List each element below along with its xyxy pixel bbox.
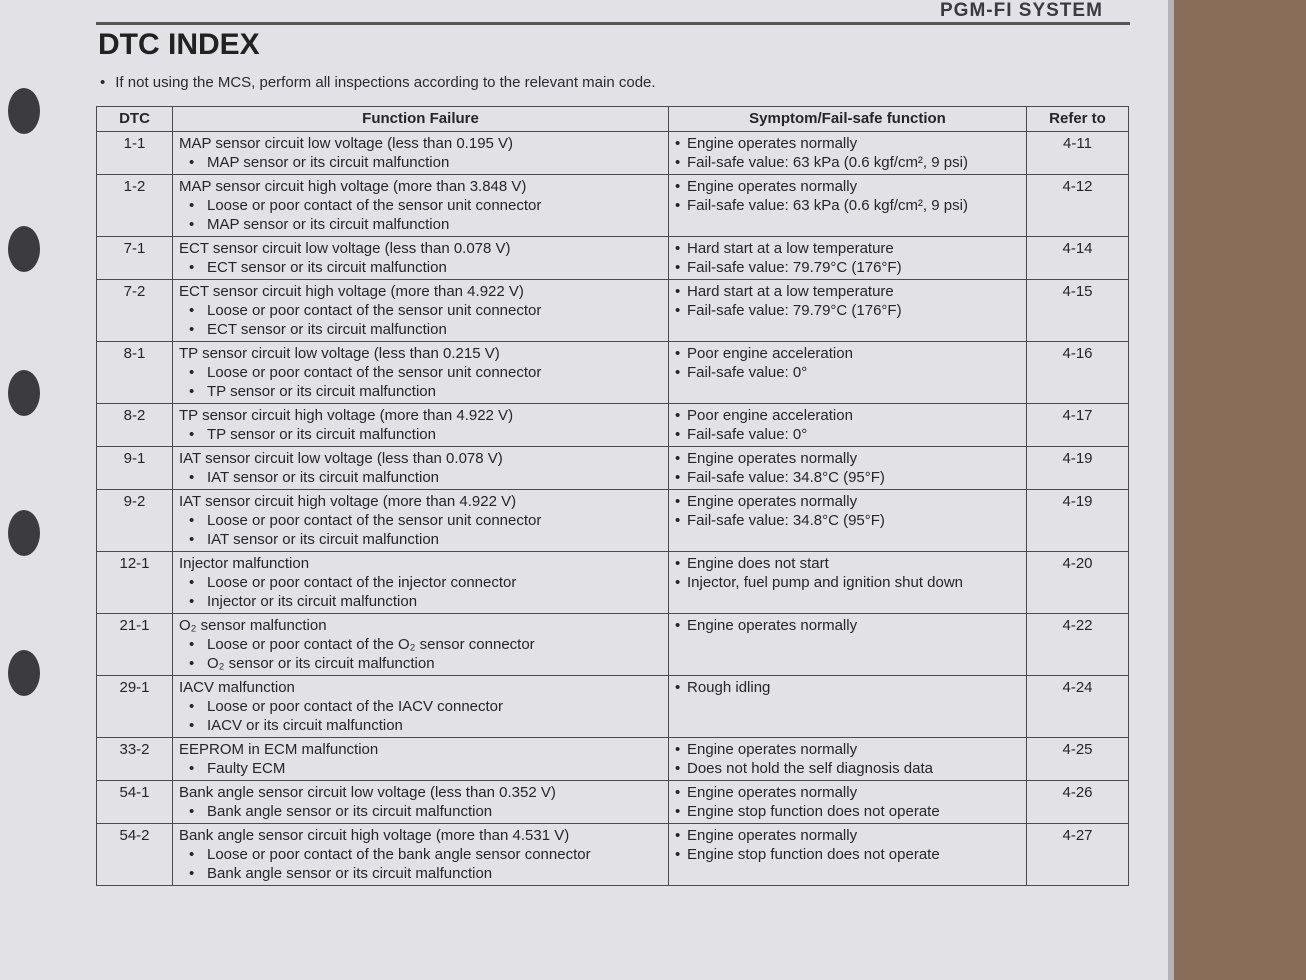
failure-description: MAP sensor circuit low voltage (less than 0.195 V)	[179, 135, 514, 152]
function-failure-cell	[173, 738, 669, 781]
table-row	[97, 676, 1129, 738]
failure-cause-item: • IACV or its circuit malfunction	[179, 716, 662, 735]
dtc-code: 54-2	[97, 824, 173, 886]
symptom-cell	[669, 447, 1027, 490]
refer-to-page: 4-24	[1027, 676, 1129, 738]
table-row	[97, 447, 1129, 490]
symptom-cell	[669, 781, 1027, 824]
failure-cause-item: • Loose or poor contact of the IACV connector	[179, 697, 662, 716]
symptom-item: • Engine operates normally	[675, 134, 1020, 153]
dtc-code: 33-2	[97, 738, 173, 781]
function-failure-cell	[173, 132, 669, 175]
symptom-item: • Engine operates normally	[675, 492, 1020, 511]
failure-cause-item: • IAT sensor or its circuit malfunction	[179, 468, 662, 487]
failure-description: Bank angle sensor circuit low voltage (less than 0.352 V)	[179, 784, 556, 801]
failure-cause-item: • Injector or its circuit malfunction	[179, 592, 662, 611]
dtc-code: 8-2	[97, 404, 173, 447]
dtc-code: 9-2	[97, 490, 173, 552]
binder-hole-icon	[8, 226, 40, 272]
failure-cause-item: • Loose or poor contact of the sensor unit connector	[179, 301, 662, 320]
failure-cause-item: • TP sensor or its circuit malfunction	[179, 425, 662, 444]
failure-description: Bank angle sensor circuit high voltage (more than 4.531 V)	[179, 827, 570, 844]
failure-cause-item: • ECT sensor or its circuit malfunction	[179, 320, 662, 339]
symptom-cell	[669, 132, 1027, 175]
failure-cause-item: • ECT sensor or its circuit malfunction	[179, 258, 662, 277]
refer-to-page: 4-15	[1027, 280, 1129, 342]
failure-cause-item: • TP sensor or its circuit malfunction	[179, 382, 662, 401]
table-row	[97, 781, 1129, 824]
table-body	[97, 132, 1129, 886]
symptom-item: • Engine operates normally	[675, 177, 1020, 196]
dtc-code: 1-1	[97, 132, 173, 175]
symptom-item: • Fail-safe value: 34.8°C (95°F)	[675, 468, 1020, 487]
table-row	[97, 175, 1129, 237]
function-failure-cell	[173, 237, 669, 280]
dtc-code: 54-1	[97, 781, 173, 824]
failure-description: EEPROM in ECM malfunction	[179, 741, 379, 758]
refer-to-page: 4-26	[1027, 781, 1129, 824]
function-failure-cell	[173, 280, 669, 342]
table-row	[97, 614, 1129, 676]
failure-cause-item: • Loose or poor contact of the injector connector	[179, 573, 662, 592]
section-header: PGM-FI SYSTEM	[940, 0, 1103, 21]
failure-description: TP sensor circuit high voltage (more than 4.922 V)	[179, 407, 514, 424]
symptom-item: • Hard start at a low temperature	[675, 282, 1020, 301]
symptom-item: • Engine operates normally	[675, 616, 1020, 635]
failure-cause-item: • Loose or poor contact of the O₂ sensor connector	[179, 635, 662, 654]
intro-note	[100, 74, 656, 91]
failure-description: IACV malfunction	[179, 679, 295, 696]
refer-to-page: 4-11	[1027, 132, 1129, 175]
dtc-table	[96, 106, 1129, 886]
table-row	[97, 824, 1129, 886]
refer-to-page: 4-14	[1027, 237, 1129, 280]
dtc-code: 9-1	[97, 447, 173, 490]
symptom-item: • Poor engine acceleration	[675, 406, 1020, 425]
symptom-cell	[669, 824, 1027, 886]
symptom-item: • Engine operates normally	[675, 740, 1020, 759]
failure-description: IAT sensor circuit low voltage (less than 0.078 V)	[179, 450, 503, 467]
failure-cause-item: • MAP sensor or its circuit malfunction	[179, 215, 662, 234]
refer-to-page: 4-17	[1027, 404, 1129, 447]
failure-cause-item: • Loose or poor contact of the sensor unit connector	[179, 196, 662, 215]
symptom-item: • Engine operates normally	[675, 783, 1020, 802]
function-failure-cell	[173, 781, 669, 824]
header-rule	[96, 22, 1130, 25]
symptom-cell	[669, 280, 1027, 342]
page-edge	[1168, 0, 1174, 980]
failure-cause-item: • Bank angle sensor or its circuit malfunction	[179, 864, 662, 883]
symptom-cell	[669, 237, 1027, 280]
function-failure-cell	[173, 490, 669, 552]
function-failure-cell	[173, 447, 669, 490]
symptom-item: • Engine operates normally	[675, 449, 1020, 468]
function-failure-cell	[173, 614, 669, 676]
refer-to-page: 4-19	[1027, 490, 1129, 552]
table-row	[97, 342, 1129, 404]
refer-to-page: 4-12	[1027, 175, 1129, 237]
refer-to-page: 4-22	[1027, 614, 1129, 676]
table-header-row	[97, 107, 1129, 132]
failure-description: O₂ sensor malfunction	[179, 617, 327, 634]
symptom-cell	[669, 175, 1027, 237]
refer-to-page: 4-16	[1027, 342, 1129, 404]
dtc-code: 21-1	[97, 614, 173, 676]
failure-description: IAT sensor circuit high voltage (more than 4.922 V)	[179, 493, 517, 510]
table-row	[97, 552, 1129, 614]
column-header-refer-to: Refer to	[1027, 107, 1129, 132]
symptom-cell	[669, 342, 1027, 404]
function-failure-cell	[173, 824, 669, 886]
failure-cause-item: • IAT sensor or its circuit malfunction	[179, 530, 662, 549]
dtc-code: 29-1	[97, 676, 173, 738]
symptom-item: • Hard start at a low temperature	[675, 239, 1020, 258]
table-row	[97, 738, 1129, 781]
binder-hole-icon	[8, 370, 40, 416]
symptom-item: • Fail-safe value: 63 kPa (0.6 kgf/cm², 9 psi)	[675, 196, 1020, 215]
dtc-code: 7-1	[97, 237, 173, 280]
failure-description: MAP sensor circuit high voltage (more than 3.848 V)	[179, 178, 527, 195]
binder-hole-icon	[8, 88, 40, 134]
bullet-icon: •	[100, 74, 106, 91]
failure-cause-item: • O₂ sensor or its circuit malfunction	[179, 654, 662, 673]
failure-description: TP sensor circuit low voltage (less than 0.215 V)	[179, 345, 500, 362]
symptom-item: • Engine stop function does not operate	[675, 802, 1020, 821]
symptom-item: • Fail-safe value: 63 kPa (0.6 kgf/cm², 9 psi)	[675, 153, 1020, 172]
function-failure-cell	[173, 676, 669, 738]
symptom-cell	[669, 552, 1027, 614]
refer-to-page: 4-25	[1027, 738, 1129, 781]
failure-description: ECT sensor circuit high voltage (more than 4.922 V)	[179, 283, 524, 300]
refer-to-page: 4-19	[1027, 447, 1129, 490]
table-row	[97, 404, 1129, 447]
failure-cause-item: • Faulty ECM	[179, 759, 662, 778]
symptom-item: • Fail-safe value: 79.79°C (176°F)	[675, 301, 1020, 320]
column-header-dtc: DTC	[97, 107, 173, 132]
failure-cause-item: • Loose or poor contact of the sensor unit connector	[179, 511, 662, 530]
symptom-cell	[669, 738, 1027, 781]
intro-note-text: If not using the MCS, perform all inspections according to the relevant main code.	[115, 74, 656, 91]
dtc-code: 7-2	[97, 280, 173, 342]
function-failure-cell	[173, 342, 669, 404]
failure-description: Injector malfunction	[179, 555, 310, 572]
symptom-item: • Engine operates normally	[675, 826, 1020, 845]
failure-cause-item: • Bank angle sensor or its circuit malfunction	[179, 802, 662, 821]
function-failure-cell	[173, 552, 669, 614]
symptom-item: • Poor engine acceleration	[675, 344, 1020, 363]
column-header-function-failure: Function Failure	[173, 107, 669, 132]
failure-cause-item: • MAP sensor or its circuit malfunction	[179, 153, 662, 172]
symptom-item: • Engine stop function does not operate	[675, 845, 1020, 864]
symptom-cell	[669, 676, 1027, 738]
symptom-item: • Fail-safe value: 0°	[675, 363, 1020, 382]
table-row	[97, 280, 1129, 342]
failure-cause-item: • Loose or poor contact of the bank angle sensor connector	[179, 845, 662, 864]
table-row	[97, 490, 1129, 552]
symptom-item: • Fail-safe value: 79.79°C (176°F)	[675, 258, 1020, 277]
symptom-item: • Fail-safe value: 34.8°C (95°F)	[675, 511, 1020, 530]
symptom-item: • Does not hold the self diagnosis data	[675, 759, 1020, 778]
binder-hole-icon	[8, 510, 40, 556]
symptom-item: • Engine does not start	[675, 554, 1020, 573]
page-title: DTC INDEX	[98, 28, 260, 61]
table-row	[97, 237, 1129, 280]
symptom-item: • Injector, fuel pump and ignition shut down	[675, 573, 1020, 592]
symptom-cell	[669, 490, 1027, 552]
refer-to-page: 4-20	[1027, 552, 1129, 614]
function-failure-cell	[173, 404, 669, 447]
dtc-code: 8-1	[97, 342, 173, 404]
function-failure-cell	[173, 175, 669, 237]
failure-description: ECT sensor circuit low voltage (less than 0.078 V)	[179, 240, 511, 257]
binder-hole-icon	[8, 650, 40, 696]
column-header-symptom: Symptom/Fail-safe function	[669, 107, 1027, 132]
table-row	[97, 132, 1129, 175]
dtc-code: 1-2	[97, 175, 173, 237]
symptom-item: • Fail-safe value: 0°	[675, 425, 1020, 444]
dtc-code: 12-1	[97, 552, 173, 614]
refer-to-page: 4-27	[1027, 824, 1129, 886]
symptom-item: • Rough idling	[675, 678, 1020, 697]
symptom-cell	[669, 404, 1027, 447]
symptom-cell	[669, 614, 1027, 676]
failure-cause-item: • Loose or poor contact of the sensor unit connector	[179, 363, 662, 382]
